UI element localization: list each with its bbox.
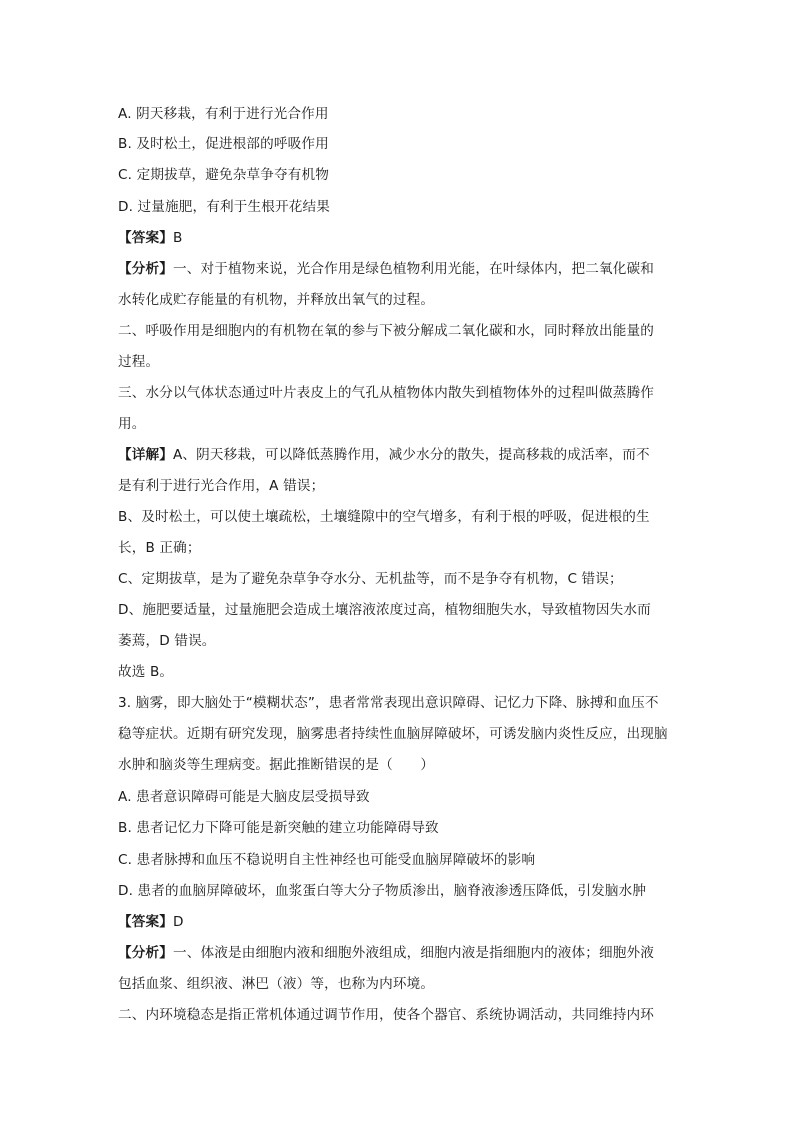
q2-detail-line-1 (118, 445, 678, 465)
q2-analysis-line-6: 用。 (118, 416, 146, 432)
q3-analysis-text-1: 一、体液是由细胞内液和细胞外液组成，细胞内液是指细胞内的液体；细胞外液 (172, 945, 655, 961)
q2-analysis-text-1: 一、对于植物来说，光合作用是绿色植物利用光能，在叶绿体内，把二氧化碳和 (172, 261, 655, 277)
q2-detail-line-3: B、及时松土，可以使土壤疏松，土壤缝隙中的空气增多，有利于根的呼吸，促进根的生 (118, 509, 650, 525)
q2-conclusion: 故选 B。 (118, 664, 174, 680)
q2-detail-line-5: C、定期拔草，是为了避免杂草争夺水分、无机盐等，而不是争夺有机物，C 错误； (118, 571, 623, 587)
q2-answer-label: 【答案】 (118, 230, 173, 246)
q3-answer-label: 【答案】 (118, 914, 173, 930)
q2-detail-line-2: 是有利于进行光合作用，A 错误； (118, 478, 325, 494)
q2-option-b: B. 及时松土，促进根部的呼吸作用 (118, 136, 329, 152)
q2-analysis-line-1 (118, 259, 678, 279)
q2-detail-line-7: 萎蔫，D 错误。 (118, 633, 216, 649)
q2-detail-text-1: A、阴天移栽，可以降低蒸腾作用，减少水分的散失，提高移栽的成活率，而不 (172, 447, 650, 463)
q2-detail-line-4: 长，B 正确； (118, 540, 201, 556)
q2-detail-label: 【详解】 (118, 447, 173, 463)
q3-option-a: A. 患者意识障碍可能是大脑皮层受损导致 (118, 789, 370, 805)
q3-option-c: C. 患者脉搏和血压不稳说明自主性神经也可能受血脑屏障破坏的影响 (118, 852, 536, 868)
q2-analysis-label: 【分析】 (118, 261, 173, 277)
q3-answer-line (118, 912, 678, 932)
q3-option-b: B. 患者记忆力下降可能是新突触的建立功能障碍导致 (118, 820, 439, 836)
q2-option-a: A. 阴天移栽，有利于进行光合作用 (118, 106, 329, 122)
q2-analysis-line-4: 过程。 (118, 354, 160, 370)
q3-option-d: D. 患者的血脑屏障破坏，血浆蛋白等大分子物质渗出，脑脊液渗透压降低，引发脑水肿 (118, 883, 647, 899)
q3-stem-line-1: 3. 脑雾，即大脑处于“模糊状态”，患者常常表现出意识障碍、记忆力下降、脉搏和血压不 (118, 695, 659, 711)
q2-analysis-line-3: 二、呼吸作用是细胞内的有机物在氧的参与下被分解成二氧化碳和水，同时释放出能量的 (118, 323, 655, 339)
q3-analysis-label: 【分析】 (118, 945, 173, 961)
q2-analysis-line-2: 水转化成贮存能量的有机物，并释放出氧气的过程。 (118, 292, 435, 308)
q3-stem-line-3: 水肿和脑炎等生理病变。据此推断错误的是（ ） (118, 757, 435, 773)
q2-option-d: D. 过量施肥，有利于生根开花结果 (118, 199, 330, 215)
q2-answer-value: B (172, 230, 183, 246)
q2-detail-line-6: D、施肥要适量，过量施肥会造成土壤溶液浓度过高，植物细胞失水，导致植物因失水而 (118, 602, 651, 618)
q3-analysis-line-3: 二、内环境稳态是指正常机体通过调节作用，使各个器官、系统协调活动，共同维持内环 (118, 1007, 655, 1023)
q3-answer-value: D (172, 914, 184, 930)
q3-analysis-line-1 (118, 943, 678, 963)
q3-analysis-line-2: 包括血浆、组织液、淋巴（液）等，也称为内环境。 (118, 976, 435, 992)
q3-stem-line-2: 稳等症状。近期有研究发现，脑雾患者持续性血脑屏障破坏，可诱发脑内炎性反应，出现脑 (118, 726, 668, 742)
q2-analysis-line-5: 三、水分以气体状态通过叶片表皮上的气孔从植物体内散失到植物体外的过程叫做蒸腾作 (118, 385, 655, 401)
q2-option-c: C. 定期拔草，避免杂草争夺有机物 (118, 167, 329, 183)
q2-answer-line (118, 228, 678, 248)
